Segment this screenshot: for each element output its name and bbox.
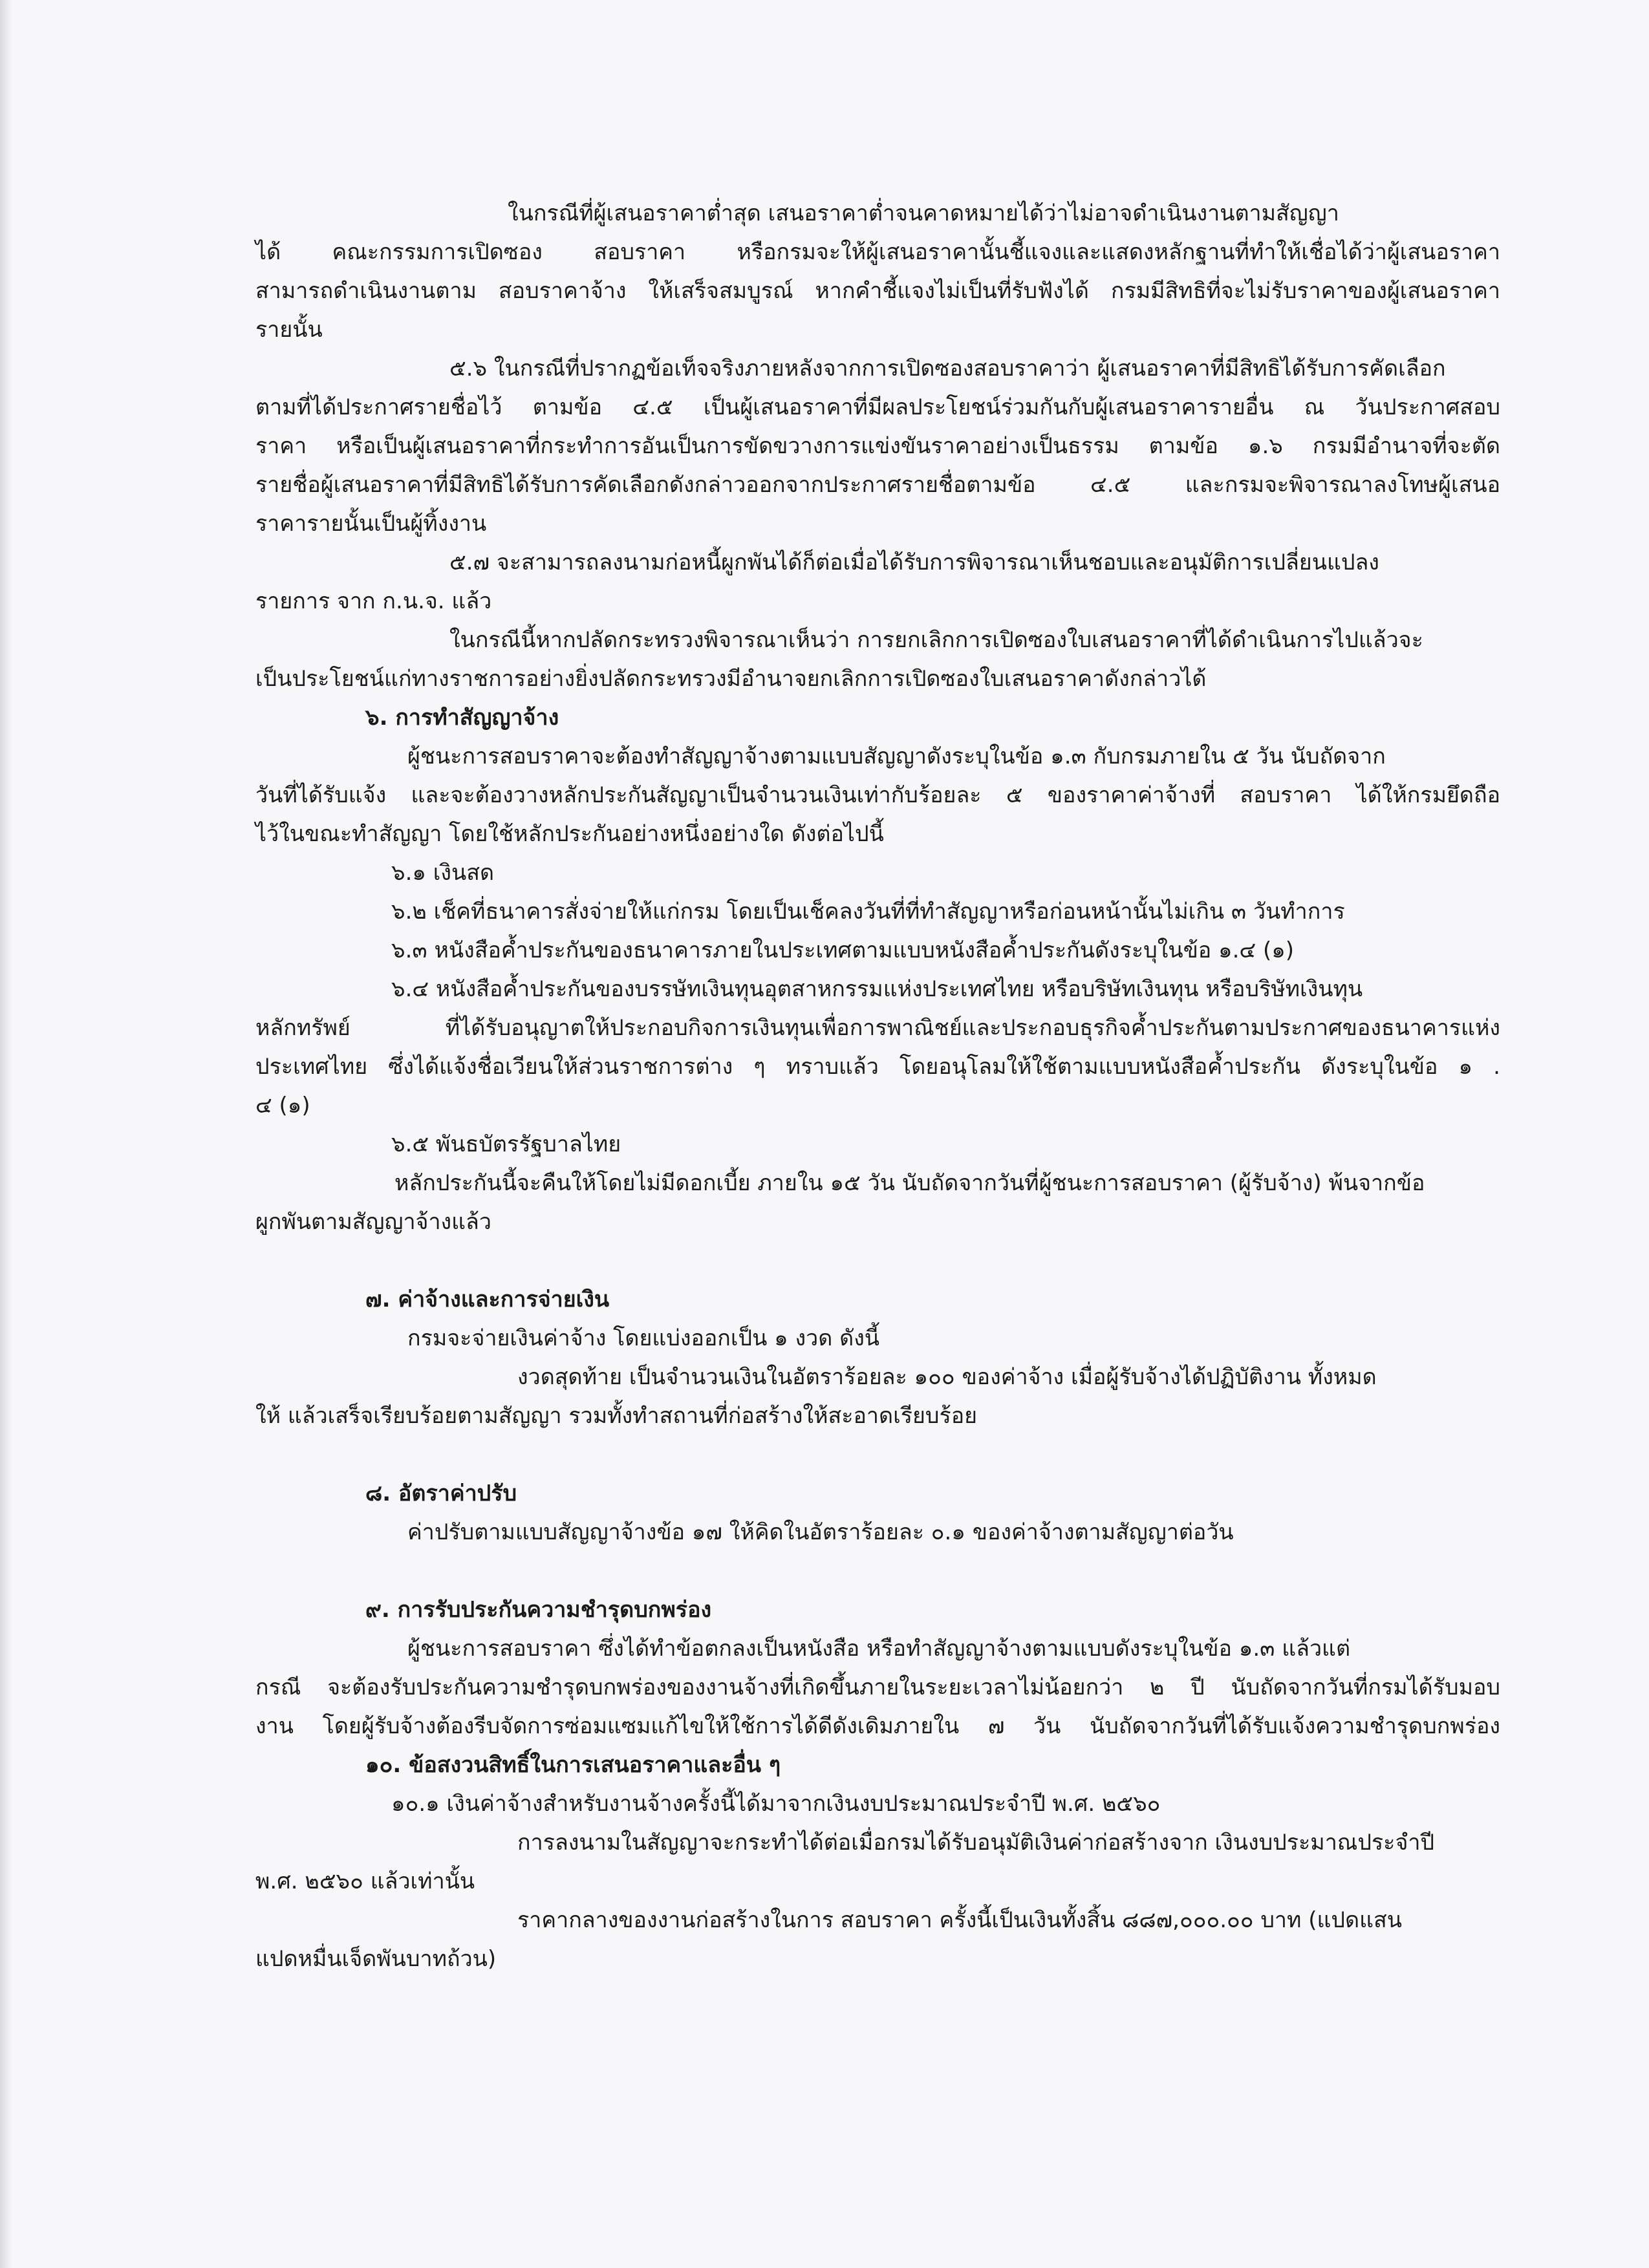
section-heading: ๖. การทำสัญญาจ้าง	[365, 705, 559, 731]
scan-edge-shadow	[0, 0, 12, 2268]
text-line: ๖.๓ หนังสือค้ำประกันของธนาคารภายในประเทศตามแบบหนังสือค้ำประกันดังระบุในข้อ ๑.๔ (๑)	[391, 937, 1295, 963]
text-line: แปดหมื่นเจ็ดพันบาทถ้วน)	[255, 1946, 497, 1972]
text-line: ไว้ในขณะทำสัญญา โดยใช้หลักประกันอย่างหนึ่งอย่างใด ดังต่อไปนี้	[255, 821, 884, 847]
text-line: ราคา หรือเป็นผู้เสนอราคาที่กระทำการอันเป็นการขัดขวางการแข่งขันราคาอย่างเป็นธรรม ตามข้อ ๑.๖ กรมมีอำนาจที่จะตัด	[255, 433, 1500, 459]
text-line: กรณี จะต้องรับประกันความชำรุดบกพร่องของงานจ้างที่เกิดขึ้นภายในระยะเวลาไม่น้อยกว่า ๒ ปี นับถัดจากวันที่กรมได้รับมอบ	[255, 1674, 1500, 1700]
section-heading: ๑๐. ข้อสงวนสิทธิ์ในการเสนอราคาและอื่น ๆ	[365, 1752, 781, 1778]
text-line: วันที่ได้รับแจ้ง และจะต้องวางหลักประกันสัญญาเป็นจำนวนเงินเท่ากับร้อยละ ๕ ของราคาค่าจ้างที่ สอบราคา ได้ให้กรมยึดถือ	[255, 782, 1500, 808]
text-line: ๔ (๑)	[255, 1093, 310, 1118]
text-line: เป็นประโยชน์แก่ทางราชการอย่างยิ่งปลัดกระทรวงมีอำนาจยกเลิกการเปิดซองใบเสนอราคาดังกล่าวได้	[255, 666, 1207, 692]
text-line: ๖.๕ พันธบัตรรัฐบาลไทย	[391, 1131, 621, 1157]
text-line: รายการ จาก ก.น.จ. แล้ว	[255, 588, 492, 614]
text-line: ผู้ชนะการสอบราคา ซึ่งได้ทำข้อตกลงเป็นหนังสือ หรือทำสัญญาจ้างตามแบบดังระบุในข้อ ๑.๓ แล้วแต่	[407, 1636, 1351, 1662]
text-line: ผู้ชนะการสอบราคาจะต้องทำสัญญาจ้างตามแบบสัญญาดังระบุในข้อ ๑.๓ กับกรมภายใน ๕ วัน นับถัดจาก	[407, 744, 1386, 769]
text-line: ประเทศไทย ซึ่งได้แจ้งชื่อเวียนให้ส่วนราชการต่าง ๆ ทราบแล้ว โดยอนุโลมให้ใช้ตามแบบหนังสือค้ำประกัน ดังระบุในข้อ ๑ .	[255, 1054, 1500, 1080]
text-line: ๑๐.๑ เงินค่าจ้างสำหรับงานจ้างครั้งนี้ได้มาจากเงินงบประมาณประจำปี พ.ศ. ๒๕๖๐	[391, 1791, 1161, 1817]
text-line: สามารถดำเนินงานตาม สอบราคาจ้าง ให้เสร็จสมบูรณ์ หากคำชี้แจงไม่เป็นที่รับฟังได้ กรมมีสิทธิที่จะไม่รับราคาของผู้เสนอราคา	[255, 278, 1500, 304]
section-heading: ๗. ค่าจ้างและการจ่ายเงิน	[365, 1287, 610, 1312]
text-line: พ.ศ. ๒๕๖๐ แล้วเท่านั้น	[255, 1868, 475, 1894]
blank-line	[255, 1241, 1500, 1280]
text-line: ๕.๗ จะสามารถลงนามก่อหนี้ผูกพันได้ก็ต่อเมื่อได้รับการพิจารณาเห็นชอบและอนุมัติการเปลี่ยนแปลง	[449, 550, 1379, 575]
text-line: รายนั้น	[255, 317, 323, 343]
text-line: หลักทรัพย์ ที่ได้รับอนุญาตให้ประกอบกิจการเงินทุนเพื่อการพาณิชย์และประกอบธุรกิจค้ำประกันตามประกาศของธนาคารแห่ง	[255, 1015, 1500, 1041]
text-line: รายชื่อผู้เสนอราคาที่มีสิทธิได้รับการคัดเลือกดังกล่าวออกจากประกาศรายชื่อตามข้อ ๔.๕ และกรมจะพิจารณาลงโทษผู้เสนอ	[255, 472, 1500, 498]
text-line: ตามที่ได้ประกาศรายชื่อไว้ ตามข้อ ๔.๕ เป็นผู้เสนอราคาที่มีผลประโยชน์ร่วมกันกับผู้เสนอราคารายอื่น ณ วันประกาศสอบ	[255, 394, 1500, 420]
text-line: ๖.๔ หนังสือค้ำประกันของบรรษัทเงินทุนอุตสาหกรรมแห่งประเทศไทย หรือบริษัทเงินทุน หรือบริษัทเงินทุน	[391, 976, 1363, 1002]
text-line: ค่าปรับตามแบบสัญญาจ้างข้อ ๑๗ ให้คิดในอัตราร้อยละ ๐.๑ ของค่าจ้างตามสัญญาต่อวัน	[407, 1519, 1234, 1545]
text-line: ราคากลางของงานก่อสร้างในการ สอบราคา ครั้งนี้เป็นเงินทั้งสิ้น ๘๘๗,๐๐๐.๐๐ บาท (แปดแสน	[517, 1907, 1402, 1933]
text-line: ในกรณีที่ผู้เสนอราคาต่ำสุด เสนอราคาต่ำจนคาดหมายได้ว่าไม่อาจดำเนินงานตามสัญญา	[508, 200, 1339, 226]
text-line: ได้ คณะกรรมการเปิดซอง สอบราคา หรือกรมจะให้ผู้เสนอราคานั้นชี้แจงและแสดงหลักฐานที่ทำให้เชื่อได้ว่าผู้เสนอราคา	[255, 239, 1500, 265]
section-heading: ๙. การรับประกันความชำรุดบกพร่อง	[365, 1597, 712, 1623]
section-heading: ๘. อัตราค่าปรับ	[365, 1481, 517, 1506]
text-line: ผูกพันตามสัญญาจ้างแล้ว	[255, 1209, 491, 1235]
text-line: งาน โดยผู้รับจ้างต้องรีบจัดการซ่อมแซมแก้ไขให้ใช้การได้ดีดังเดิมภายใน ๗ วัน นับถัดจากวันที่ได้รับแจ้งความชำรุดบกพร่อง	[255, 1713, 1500, 1739]
document-body	[255, 194, 1500, 1978]
text-line: กรมจะจ่ายเงินค่าจ้าง โดยแบ่งออกเป็น ๑ งวด ดังนี้	[407, 1325, 880, 1351]
text-line: ๖.๑ เงินสด	[391, 860, 495, 886]
text-line: ๕.๖ ในกรณีที่ปรากฏข้อเท็จจริงภายหลังจากการเปิดซองสอบราคาว่า ผู้เสนอราคาที่มีสิทธิได้รับการคัดเลือก	[449, 356, 1446, 381]
text-line: งวดสุดท้าย เป็นจำนวนเงินในอัตราร้อยละ ๑๐๐ ของค่าจ้าง เมื่อผู้รับจ้างได้ปฏิบัติงาน ทั้งหมด	[517, 1364, 1377, 1390]
text-line: ให้ แล้วเสร็จเรียบร้อยตามสัญญา รวมทั้งทำสถานที่ก่อสร้างให้สะอาดเรียบร้อย	[255, 1403, 978, 1429]
blank-line	[255, 1435, 1500, 1474]
text-line: หลักประกันนี้จะคืนให้โดยไม่มีดอกเบี้ย ภายใน ๑๕ วัน นับถัดจากวันที่ผู้ชนะการสอบราคา (ผู้รับจ้าง) พ้นจากข้อ	[394, 1170, 1425, 1196]
text-line: ๖.๒ เช็คที่ธนาคารสั่งจ่ายให้แก่กรม โดยเป็นเช็คลงวันที่ที่ทำสัญญาหรือก่อนหน้านั้นไม่เกิน ๓ วันทำการ	[391, 899, 1345, 925]
text-line: ในกรณีนี้หากปลัดกระทรวงพิจารณาเห็นว่า การยกเลิกการเปิดซองใบเสนอราคาที่ได้ดำเนินการไปแล้วจะ	[449, 627, 1423, 653]
text-line: การลงนามในสัญญาจะกระทำได้ต่อเมื่อกรมได้รับอนุมัติเงินค่าก่อสร้างจาก เงินงบประมาณประจำปี	[517, 1830, 1435, 1856]
blank-line	[255, 1552, 1500, 1590]
text-line: ราคารายนั้นเป็นผู้ทิ้งงาน	[255, 511, 487, 537]
